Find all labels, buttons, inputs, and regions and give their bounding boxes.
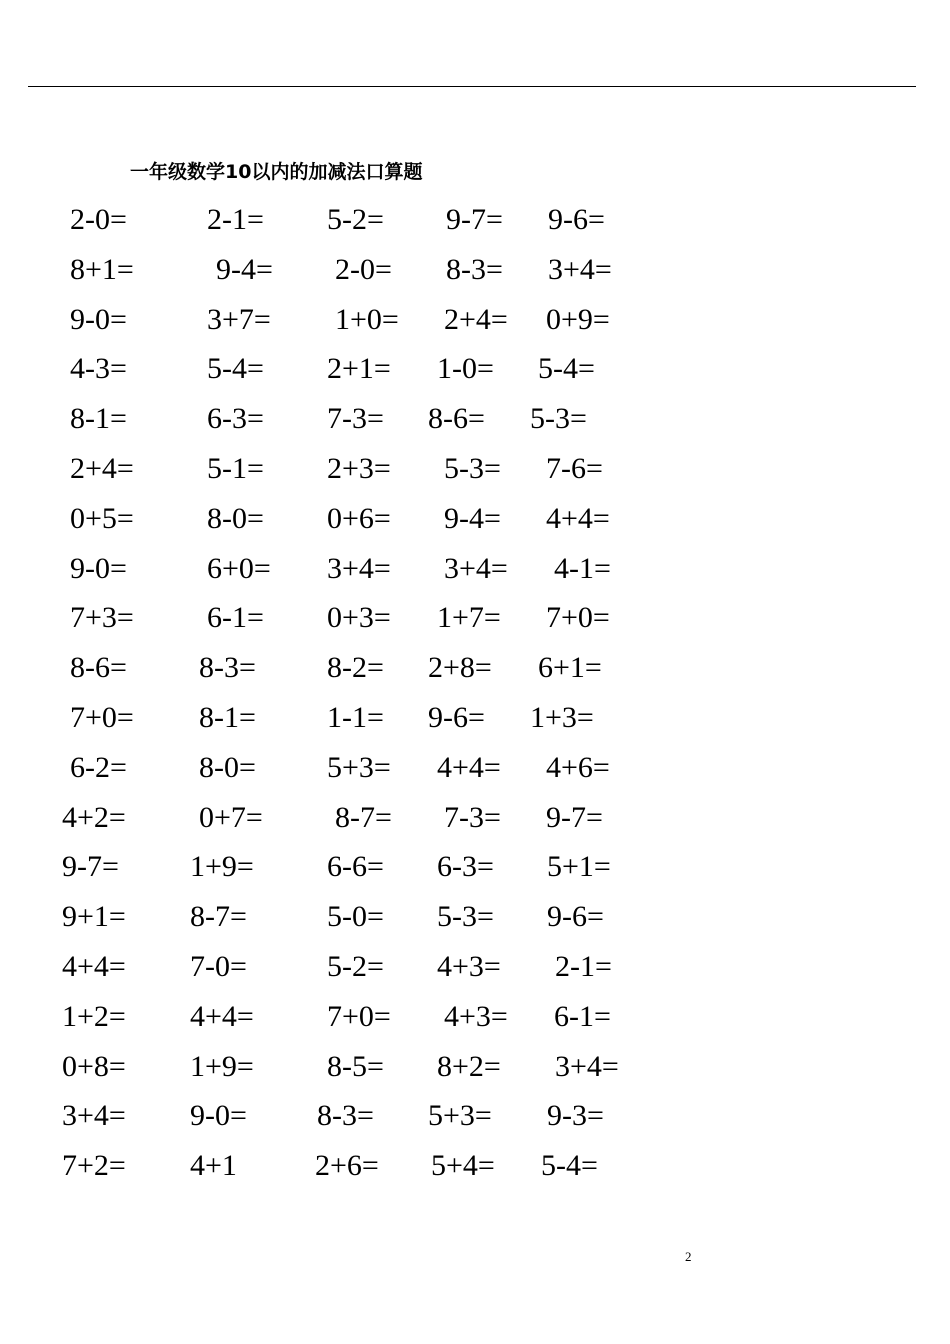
problem-r6-c3: 2+3=: [327, 452, 391, 485]
problem-r17-c1: 1+2=: [62, 1000, 126, 1033]
problem-r16-c1: 4+4=: [62, 950, 126, 983]
problem-r14-c1: 9-7=: [62, 850, 119, 883]
problem-r13-c5: 9-7=: [546, 801, 603, 834]
problem-r17-c4: 4+3=: [444, 1000, 508, 1033]
problem-r3-c2: 3+7=: [207, 303, 271, 336]
problem-r11-c5: 1+3=: [530, 701, 594, 734]
problem-r13-c3: 8-7=: [335, 801, 392, 834]
problem-r8-c5: 4-1=: [554, 552, 611, 585]
problem-r1-c1: 2-0=: [70, 203, 127, 236]
problem-r2-c2: 9-4=: [216, 253, 273, 286]
problem-r10-c4: 2+8=: [428, 651, 492, 684]
problem-r7-c2: 8-0=: [207, 502, 264, 535]
problem-r1-c5: 9-6=: [548, 203, 605, 236]
problem-r4-c1: 4-3=: [70, 352, 127, 385]
problem-r2-c3: 2-0=: [335, 253, 392, 286]
problem-r14-c3: 6-6=: [327, 850, 384, 883]
problem-r12-c4: 4+4=: [437, 751, 501, 784]
problem-r5-c1: 8-1=: [70, 402, 127, 435]
problem-r15-c1: 9+1=: [62, 900, 126, 933]
problem-r1-c4: 9-7=: [446, 203, 503, 236]
problem-r16-c4: 4+3=: [437, 950, 501, 983]
problem-r19-c2: 9-0=: [190, 1099, 247, 1132]
problem-r6-c2: 5-1=: [207, 452, 264, 485]
problem-r6-c1: 2+4=: [70, 452, 134, 485]
problem-r7-c3: 0+6=: [327, 502, 391, 535]
problem-r19-c3: 8-3=: [317, 1099, 374, 1132]
problem-r8-c3: 3+4=: [327, 552, 391, 585]
problem-r3-c3: 1+0=: [335, 303, 399, 336]
problem-r6-c5: 7-6=: [546, 452, 603, 485]
problem-r11-c2: 8-1=: [199, 701, 256, 734]
problem-r1-c3: 5-2=: [327, 203, 384, 236]
problem-r9-c4: 1+7=: [437, 601, 501, 634]
problem-r14-c2: 1+9=: [190, 850, 254, 883]
problem-r14-c5: 5+1=: [547, 850, 611, 883]
problem-r5-c4: 8-6=: [428, 402, 485, 435]
problem-r3-c4: 2+4=: [444, 303, 508, 336]
problem-r10-c5: 6+1=: [538, 651, 602, 684]
problem-r13-c1: 4+2=: [62, 801, 126, 834]
worksheet-title: 一年级数学10以内的加减法口算题: [130, 161, 423, 183]
problem-r8-c4: 3+4=: [444, 552, 508, 585]
problem-r15-c5: 9-6=: [547, 900, 604, 933]
problem-r18-c1: 0+8=: [62, 1050, 126, 1083]
problem-r4-c2: 5-4=: [207, 352, 264, 385]
problem-r12-c2: 8-0=: [199, 751, 256, 784]
problem-r9-c2: 6-1=: [207, 601, 264, 634]
problem-r16-c2: 7-0=: [190, 950, 247, 983]
problem-r5-c2: 6-3=: [207, 402, 264, 435]
problem-r19-c5: 9-3=: [547, 1099, 604, 1132]
problem-r9-c3: 0+3=: [327, 601, 391, 634]
problem-r13-c4: 7-3=: [444, 801, 501, 834]
problem-r18-c4: 8+2=: [437, 1050, 501, 1083]
problem-r7-c1: 0+5=: [70, 502, 134, 535]
problem-r10-c1: 8-6=: [70, 651, 127, 684]
problem-r15-c3: 5-0=: [327, 900, 384, 933]
problem-r8-c1: 9-0=: [70, 552, 127, 585]
problem-r10-c3: 8-2=: [327, 651, 384, 684]
problem-r18-c5: 3+4=: [555, 1050, 619, 1083]
problem-r16-c5: 2-1=: [555, 950, 612, 983]
problem-r3-c1: 9-0=: [70, 303, 127, 336]
problem-r19-c1: 3+4=: [62, 1099, 126, 1132]
problem-r11-c3: 1-1=: [327, 701, 384, 734]
problem-r6-c4: 5-3=: [444, 452, 501, 485]
problem-r5-c3: 7-3=: [327, 402, 384, 435]
problem-r8-c2: 6+0=: [207, 552, 271, 585]
problem-r20-c5: 5-4=: [541, 1149, 598, 1182]
problem-r17-c3: 7+0=: [327, 1000, 391, 1033]
problem-r20-c1: 7+2=: [62, 1149, 126, 1182]
problem-r12-c5: 4+6=: [546, 751, 610, 784]
problem-r20-c4: 5+4=: [431, 1149, 495, 1182]
problem-r13-c2: 0+7=: [199, 801, 263, 834]
problem-r4-c4: 1-0=: [437, 352, 494, 385]
problem-r15-c2: 8-7=: [190, 900, 247, 933]
problem-r11-c4: 9-6=: [428, 701, 485, 734]
problem-r2-c4: 8-3=: [446, 253, 503, 286]
problem-r2-c5: 3+4=: [548, 253, 612, 286]
problem-r20-c2: 4+1: [190, 1149, 237, 1182]
problem-r11-c1: 7+0=: [70, 701, 134, 734]
problem-r18-c2: 1+9=: [190, 1050, 254, 1083]
problem-r9-c5: 7+0=: [546, 601, 610, 634]
problem-r4-c5: 5-4=: [538, 352, 595, 385]
problem-r18-c3: 8-5=: [327, 1050, 384, 1083]
problem-r15-c4: 5-3=: [437, 900, 494, 933]
problem-r9-c1: 7+3=: [70, 601, 134, 634]
problem-r7-c4: 9-4=: [444, 502, 501, 535]
problem-r17-c5: 6-1=: [554, 1000, 611, 1033]
problem-r20-c3: 2+6=: [315, 1149, 379, 1182]
problem-r7-c5: 4+4=: [546, 502, 610, 535]
problem-r12-c1: 6-2=: [70, 751, 127, 784]
problem-r10-c2: 8-3=: [199, 651, 256, 684]
problem-r14-c4: 6-3=: [437, 850, 494, 883]
problem-r1-c2: 2-1=: [207, 203, 264, 236]
problem-r17-c2: 4+4=: [190, 1000, 254, 1033]
problem-r4-c3: 2+1=: [327, 352, 391, 385]
problem-r5-c5: 5-3=: [530, 402, 587, 435]
problem-r3-c5: 0+9=: [546, 303, 610, 336]
problem-r2-c1: 8+1=: [70, 253, 134, 286]
problem-r16-c3: 5-2=: [327, 950, 384, 983]
problem-r19-c4: 5+3=: [428, 1099, 492, 1132]
problem-r12-c3: 5+3=: [327, 751, 391, 784]
page-number: 2: [685, 1249, 692, 1264]
